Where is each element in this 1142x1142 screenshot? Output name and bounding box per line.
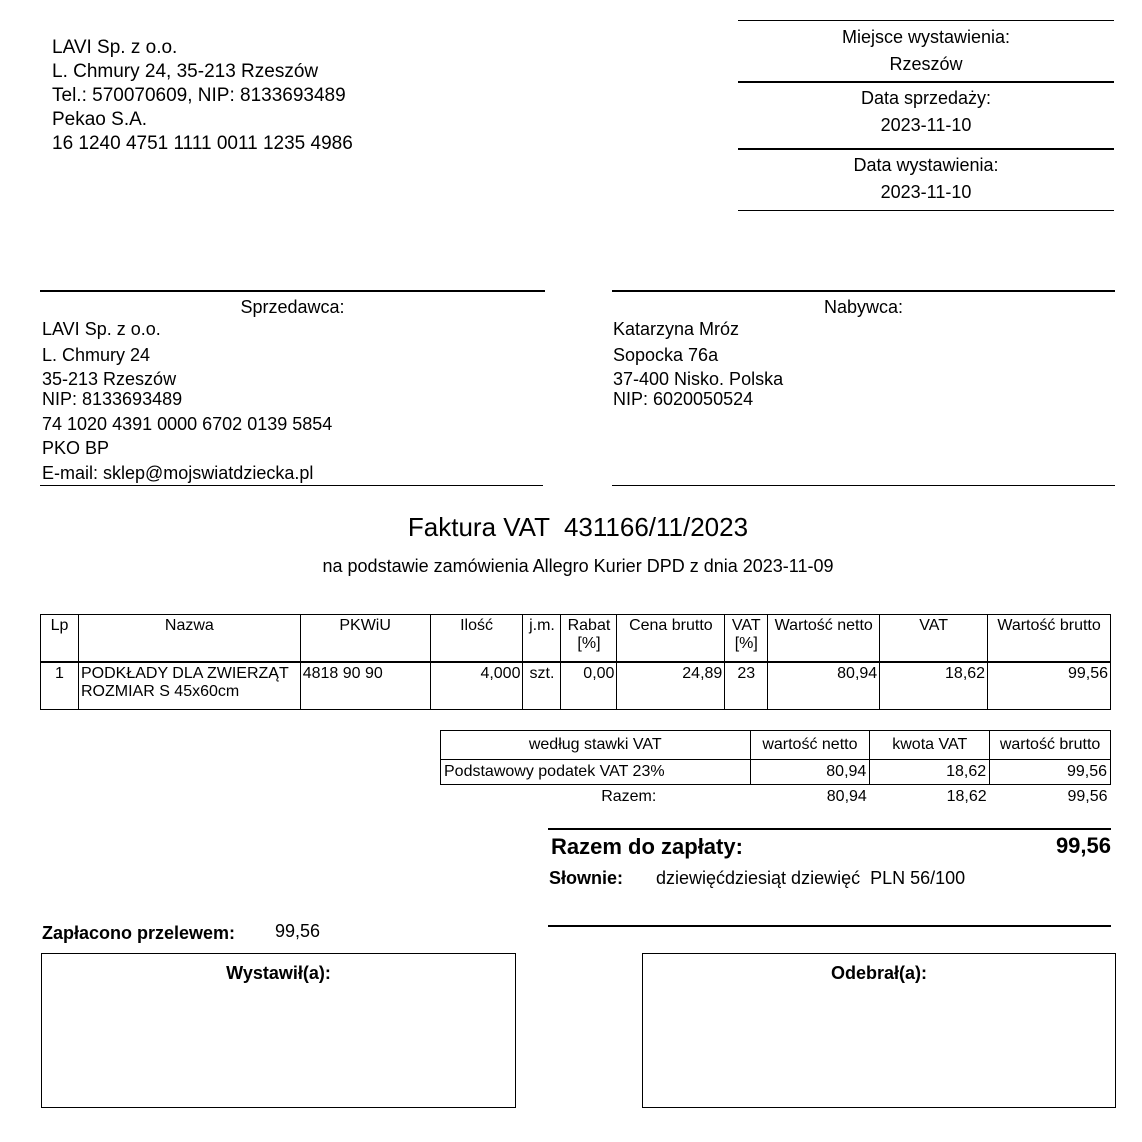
sale-date-label: Data sprzedaży: — [860, 88, 992, 108]
cell-name: PODKŁADY DLA ZWIERZĄT ROZMIAR S 45x60cm — [78, 662, 300, 710]
cell-pkwiu: 4818 90 90 — [300, 662, 430, 710]
issuer-account: 16 1240 4751 1111 0011 1235 4986 — [52, 133, 353, 154]
received-by-label: Odebrał(a): — [830, 963, 927, 983]
totals-row — [441, 785, 1111, 810]
cell-gross-value: 99,56 — [988, 662, 1111, 710]
received-by-box — [642, 953, 1116, 1108]
cell-vat-rate: 23 — [725, 662, 768, 710]
cell-vat: 18,62 — [870, 760, 990, 785]
buyer-line: 37-400 Nisko. Polska — [613, 369, 784, 389]
seller-line: L. Chmury 24 — [42, 345, 151, 365]
divider — [612, 485, 1115, 486]
totals-net: 80,94 — [826, 788, 867, 805]
amount-due-label: Razem do zapłaty: — [551, 834, 743, 859]
cell-net: 80,94 — [750, 760, 870, 785]
column-header: według stawki VAT — [441, 731, 751, 760]
buyer-line: NIP: 6020050524 — [613, 389, 754, 409]
issued-by-label: Wystawił(a): — [226, 963, 331, 983]
divider — [738, 210, 1114, 211]
column-header: Rabat [%] — [561, 615, 617, 663]
sale-date-value: 2023-11-10 — [880, 115, 972, 135]
in-words-value: dziewięćdziesiąt dziewięć PLN 56/100 — [656, 868, 966, 888]
paid-label: Zapłacono przelewem: — [42, 923, 236, 943]
table-row — [41, 662, 1111, 710]
divider — [612, 290, 1115, 292]
seller-line: NIP: 8133693489 — [42, 389, 183, 409]
cell-gross: 99,56 — [990, 760, 1111, 785]
divider — [738, 148, 1114, 150]
divider — [40, 290, 545, 292]
column-header: wartość netto — [750, 731, 870, 760]
seller-line: PKO BP — [42, 438, 110, 458]
cell-rate: Podstawowy podatek VAT 23% — [441, 760, 751, 785]
divider — [738, 81, 1114, 83]
table-header-row — [41, 615, 1111, 663]
issuer-block — [52, 36, 353, 156]
column-header: kwota VAT — [870, 731, 990, 760]
column-header: Lp — [41, 615, 79, 663]
column-header: wartość brutto — [990, 731, 1111, 760]
column-header: Cena brutto — [617, 615, 725, 663]
cell-quantity: 4,000 — [430, 662, 523, 710]
seller-line: LAVI Sp. z o.o. — [42, 319, 161, 339]
seller-line: 74 1020 4391 0000 6702 0139 5854 — [42, 414, 333, 434]
divider — [40, 485, 543, 486]
items-table — [40, 614, 1111, 710]
buyer-line: Sopocka 76a — [613, 345, 719, 365]
cell-gross-price: 24,89 — [617, 662, 725, 710]
column-header: PKWiU — [300, 615, 430, 663]
cell-discount: 0,00 — [561, 662, 617, 710]
column-header: VAT — [880, 615, 988, 663]
divider — [548, 828, 1111, 830]
issue-date-value: 2023-11-10 — [880, 182, 972, 202]
buyer-line: Katarzyna Mróz — [613, 319, 740, 339]
column-header: Nazwa — [78, 615, 300, 663]
totals-label: Razem: — [601, 788, 657, 805]
cell-net-value: 80,94 — [768, 662, 880, 710]
cell-vat-amount: 18,62 — [880, 662, 988, 710]
totals-vat: 18,62 — [946, 788, 987, 805]
issuer-contact: Tel.: 570070609, NIP: 8133693489 — [52, 85, 346, 106]
column-header: j.m. — [523, 615, 561, 663]
issuer-name: LAVI Sp. z o.o. — [52, 37, 178, 58]
divider — [738, 20, 1114, 21]
column-header: Ilość — [430, 615, 523, 663]
cell-lp: 1 — [41, 662, 79, 710]
buyer-title: Nabywca: — [823, 297, 904, 317]
invoice-title: Faktura VAT 431166/11/2023 — [407, 512, 749, 542]
issued-by-box — [41, 953, 516, 1108]
issue-date-label: Data wystawienia: — [853, 155, 999, 175]
column-header: Wartość netto — [768, 615, 880, 663]
seller-email: E-mail: sklep@mojswiatdziecka.pl — [42, 463, 314, 483]
invoice-subtitle: na podstawie zamówienia Allegro Kurier DPD z dnia 2023-11-09 — [322, 556, 834, 576]
divider — [548, 925, 1111, 927]
place-label: Miejsce wystawienia: — [841, 27, 1011, 47]
table-header-row — [441, 731, 1111, 760]
seller-line: 35-213 Rzeszów — [42, 369, 177, 389]
cell-unit: szt. — [523, 662, 561, 710]
table-row — [441, 760, 1111, 785]
in-words-label: Słownie: — [549, 868, 624, 888]
vat-summary-table — [440, 730, 1111, 809]
totals-gross: 99,56 — [1067, 788, 1108, 805]
place-value: Rzeszów — [889, 54, 963, 74]
seller-title: Sprzedawca: — [240, 297, 345, 317]
paid-value: 99,56 — [275, 921, 321, 941]
issuer-address: L. Chmury 24, 35-213 Rzeszów — [52, 61, 319, 82]
amount-due-value: 99,56 — [1055, 833, 1111, 858]
column-header: VAT [%] — [725, 615, 768, 663]
issuer-bank: Pekao S.A. — [52, 109, 148, 130]
column-header: Wartość brutto — [988, 615, 1111, 663]
